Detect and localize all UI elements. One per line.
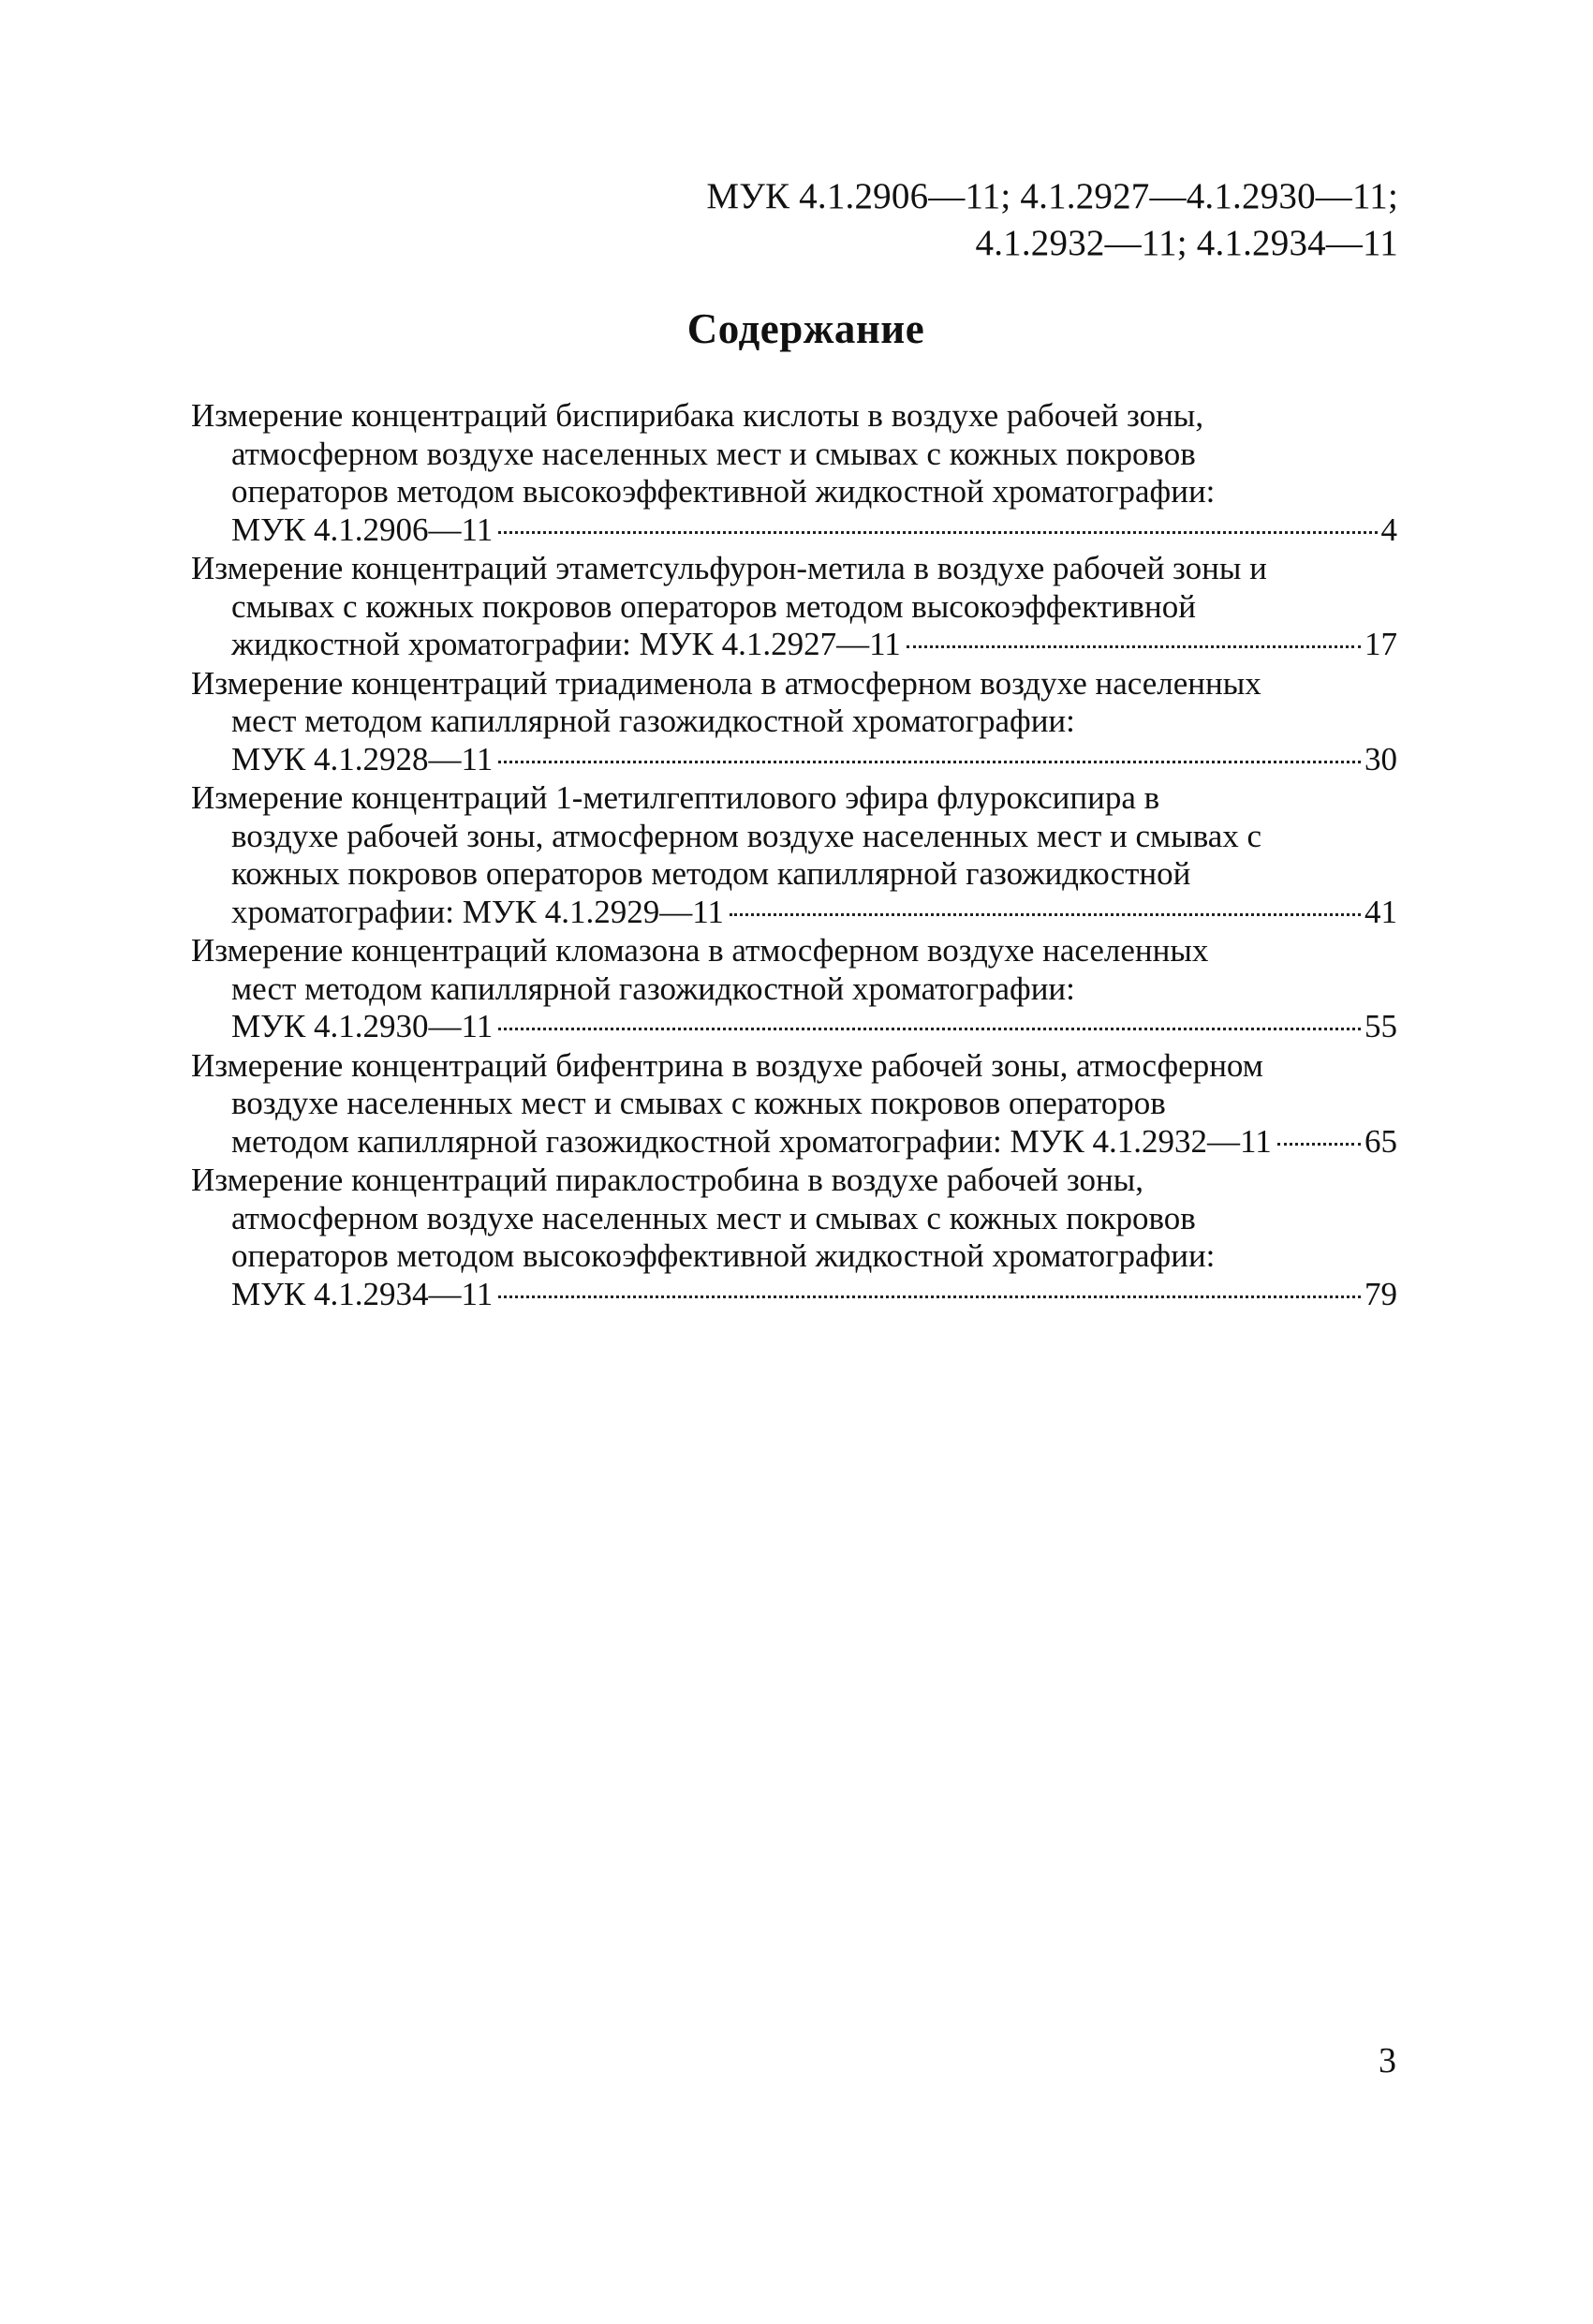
- toc-entry-text-line: Измерение концентраций бифентрина в воздухе рабочей зоны, атмосферном: [191, 1046, 1263, 1084]
- toc-entry-page-number: 55: [1364, 1008, 1397, 1044]
- toc-entry-text-line: воздухе рабочей зоны, атмосферном воздухе населенных мест и смывах с: [231, 817, 1262, 854]
- toc-entry-text-line: Измерение концентраций биспирибака кислоты в воздухе рабочей зоны,: [191, 397, 1204, 434]
- toc-entry[interactable]: [191, 1162, 1397, 1313]
- toc-entry[interactable]: [191, 665, 1397, 779]
- header-line-1: МУК 4.1.2906—11; 4.1.2927—4.1.2930—11;: [706, 176, 1398, 216]
- toc-entry-reference-line: [191, 1276, 1397, 1314]
- dot-leader: [498, 531, 1377, 534]
- toc-entry-text-line: операторов методом высокоэффективной жидкостной хроматографии:: [231, 1237, 1216, 1274]
- toc-entry-text-line: Измерение концентраций триадименола в атмосферном воздухе населенных: [191, 664, 1261, 702]
- page-number: 3: [1379, 2041, 1396, 2080]
- toc-entry-text-line: Измерение концентраций пираклостробина в воздухе рабочей зоны,: [191, 1162, 1144, 1198]
- toc-entry-page-number: 79: [1364, 1275, 1397, 1312]
- toc-entry-reference-line: [191, 1008, 1397, 1046]
- toc-entry[interactable]: [191, 932, 1397, 1046]
- dot-leader: [730, 913, 1361, 916]
- toc-entry-text-line: мест методом капиллярной газожидкостной хроматографии:: [231, 703, 1075, 739]
- toc-entry-text-line: мест методом капиллярной газожидкостной хроматографии:: [231, 970, 1075, 1007]
- toc-entry-text-line: смывах с кожных покровов операторов методом высокоэффективной: [231, 587, 1197, 625]
- toc-entry-reference: МУК 4.1.2928—11: [231, 740, 494, 777]
- toc-entry-reference: МУК 4.1.2906—11: [231, 511, 494, 548]
- toc-entry-reference-line: [191, 511, 1397, 550]
- page-title: Содержание: [686, 305, 925, 352]
- toc-entry-reference-line: [191, 894, 1397, 932]
- toc-entry-reference: методом капиллярной газожидкостной хроматографии: МУК 4.1.2932—11: [231, 1122, 1272, 1160]
- dot-leader: [498, 1028, 1361, 1030]
- toc-entry-reference-line: [191, 626, 1397, 664]
- toc-entry-reference-line: [191, 741, 1397, 779]
- toc-entry-text-line: атмосферном воздухе населенных мест и смывах с кожных покровов: [231, 435, 1196, 472]
- dot-leader: [498, 761, 1361, 763]
- toc-entry-text-line: Измерение концентраций кломазона в атмосферном воздухе населенных: [191, 932, 1209, 969]
- toc-entry-reference: хроматографии: МУК 4.1.2929—11: [231, 893, 724, 930]
- toc-entry-reference-line: [191, 1123, 1397, 1162]
- toc-entry[interactable]: [191, 550, 1397, 664]
- dot-leader: [498, 1295, 1361, 1298]
- toc-entry-reference: жидкостной хроматографии: МУК 4.1.2927—11: [231, 626, 901, 662]
- toc-entry-text-line: операторов методом высокоэффективной жидкостной хроматографии:: [231, 473, 1216, 510]
- dot-leader: [907, 645, 1361, 648]
- toc-entry-reference: МУК 4.1.2930—11: [231, 1008, 494, 1044]
- toc-entry[interactable]: [191, 1047, 1397, 1162]
- header-line-2: 4.1.2932—11; 4.1.2934—11: [975, 223, 1398, 263]
- toc-entry-text-line: Измерение концентраций этаметсульфурон-метила в воздухе рабочей зоны и: [191, 550, 1267, 586]
- document-header: [706, 173, 1398, 267]
- toc-entry-page-number: 30: [1364, 740, 1397, 777]
- toc-entry-page-number: 17: [1364, 626, 1397, 662]
- toc-entry-reference: МУК 4.1.2934—11: [231, 1275, 494, 1312]
- toc-entry[interactable]: [191, 779, 1397, 931]
- toc-entry-text-line: воздухе населенных мест и смывах с кожных покровов операторов: [231, 1085, 1166, 1121]
- toc-entry-text-line: кожных покровов операторов методом капиллярной газожидкостной: [231, 855, 1191, 892]
- toc-entry[interactable]: [191, 397, 1397, 549]
- toc-entry-page-number: 4: [1380, 511, 1397, 548]
- toc-entry-text-line: Измерение концентраций 1-метилгептилового эфира флуроксипира в: [191, 779, 1160, 816]
- toc-entry-text-line: атмосферном воздухе населенных мест и смывах с кожных покровов: [231, 1199, 1196, 1236]
- table-of-contents: [191, 397, 1397, 1314]
- toc-entry-page-number: 41: [1364, 893, 1397, 930]
- dot-leader: [1277, 1143, 1361, 1146]
- toc-entry-page-number: 65: [1364, 1122, 1397, 1160]
